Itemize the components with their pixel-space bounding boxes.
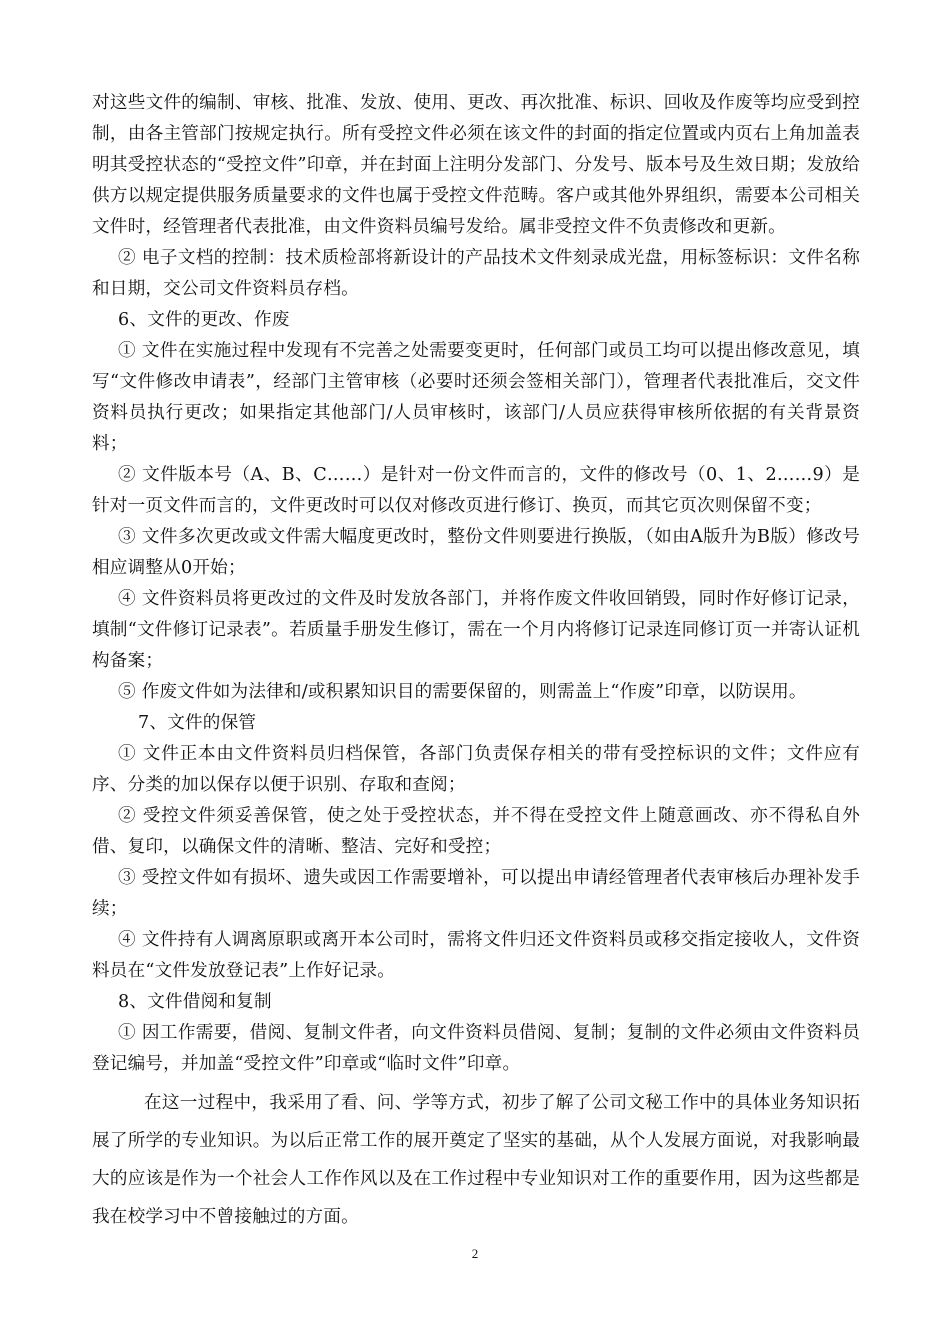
item-electronic-document-control: ② 电子文档的控制：技术质检部将新设计的产品技术文件刻录成光盘，用标签标识：文件名称和日期，交公司文件资料员存档。 [92,248,860,299]
paragraph-document-control: 对这些文件的编制、审核、批准、发放、使用、更改、再次批准、标识、回收及作废等均应受到控制，由各主管部门按规定执行。所有受控文件必须在该文件的封面的指定位置或内页右上角加盖表明其受控状态的“受控文件”印章，并在封面上注明分发部门、分发号、版本号及生效日期；发放给供方以规定提供服务质量要求的文件也属于受控文件范畴。客户或其他外界组织，需要本公司相关文件时，经管理者代表批准，由文件资料员编号发给。属非受控文件不负责修改和更新。 [92,93,860,237]
document-page [92,88,860,1236]
section-heading-6: 6、文件的更改、作废 [118,310,290,330]
section-heading-7: 7、文件的保管 [138,713,257,733]
page-number: 2 [471,1246,479,1261]
item-7-3: ③ 受控文件如有损坏、遗失或因工作需要增补，可以提出申请经管理者代表审核后办理补发手续； [92,868,860,919]
closing-paragraph: 在这一过程中，我采用了看、问、学等方式，初步了解了公司文秘工作中的具体业务知识拓展了所学的专业知识。为以后正常工作的展开奠定了坚实的基础，从个人发展方面说，对我影响最大的应该是作为一个社会人工作作风以及在工作过程中专业知识对工作的重要作用，因为这些都是我在校学习中不曾接触过的方面。 [92,1093,860,1227]
item-7-1: ① 文件正本由文件资料员归档保管，各部门负责保存相关的带有受控标识的文件；文件应有序、分类的加以保存以便于识别、存取和查阅； [92,744,860,795]
item-8-1: ① 因工作需要，借阅、复制文件者，向文件资料员借阅、复制；复制的文件必须由文件资料员登记编号，并加盖“受控文件”印章或“临时文件”印章。 [92,1023,860,1074]
item-6-1: ① 文件在实施过程中发现有不完善之处需要变更时，任何部门或员工均可以提出修改意见，填写“文件修改申请表”，经部门主管审核（必要时还须会签相关部门），管理者代表批准后，交文件资料员执行更改；如果指定其他部门/人员审核时，该部门/人员应获得审核所依据的有关背景资料； [92,341,860,454]
item-6-2: ② 文件版本号（A、B、C……）是针对一份文件而言的，文件的修改号（0、1、2……9）是针对一页文件而言的，文件更改时可以仅对修改页进行修订、换页，而其它页次则保留不变； [92,465,860,516]
item-6-3: ③ 文件多次更改或文件需大幅度更改时，整份文件则要进行换版，（如由A版升为B版）修改号相应调整从0开始； [92,527,860,578]
item-7-4: ④ 文件持有人调离原职或离开本公司时，需将文件归还文件资料员或移交指定接收人，文件资料员在“文件发放登记表”上作好记录。 [92,930,860,981]
section-heading-8: 8、文件借阅和复制 [118,992,272,1012]
item-7-2: ② 受控文件须妥善保管，使之处于受控状态，并不得在受控文件上随意画改、亦不得私自外借、复印，以确保文件的清晰、整洁、完好和受控； [92,806,860,857]
item-6-5: ⑤ 作废文件如为法律和/或积累知识目的需要保留的，则需盖上“作废”印章，以防误用。 [118,682,807,702]
item-6-4: ④ 文件资料员将更改过的文件及时发放各部门，并将作废文件收回销毁，同时作好修订记录，填制“文件修订记录表”。若质量手册发生修订，需在一个月内将修订记录连同修订页一并寄认证机构备案； [92,589,860,671]
